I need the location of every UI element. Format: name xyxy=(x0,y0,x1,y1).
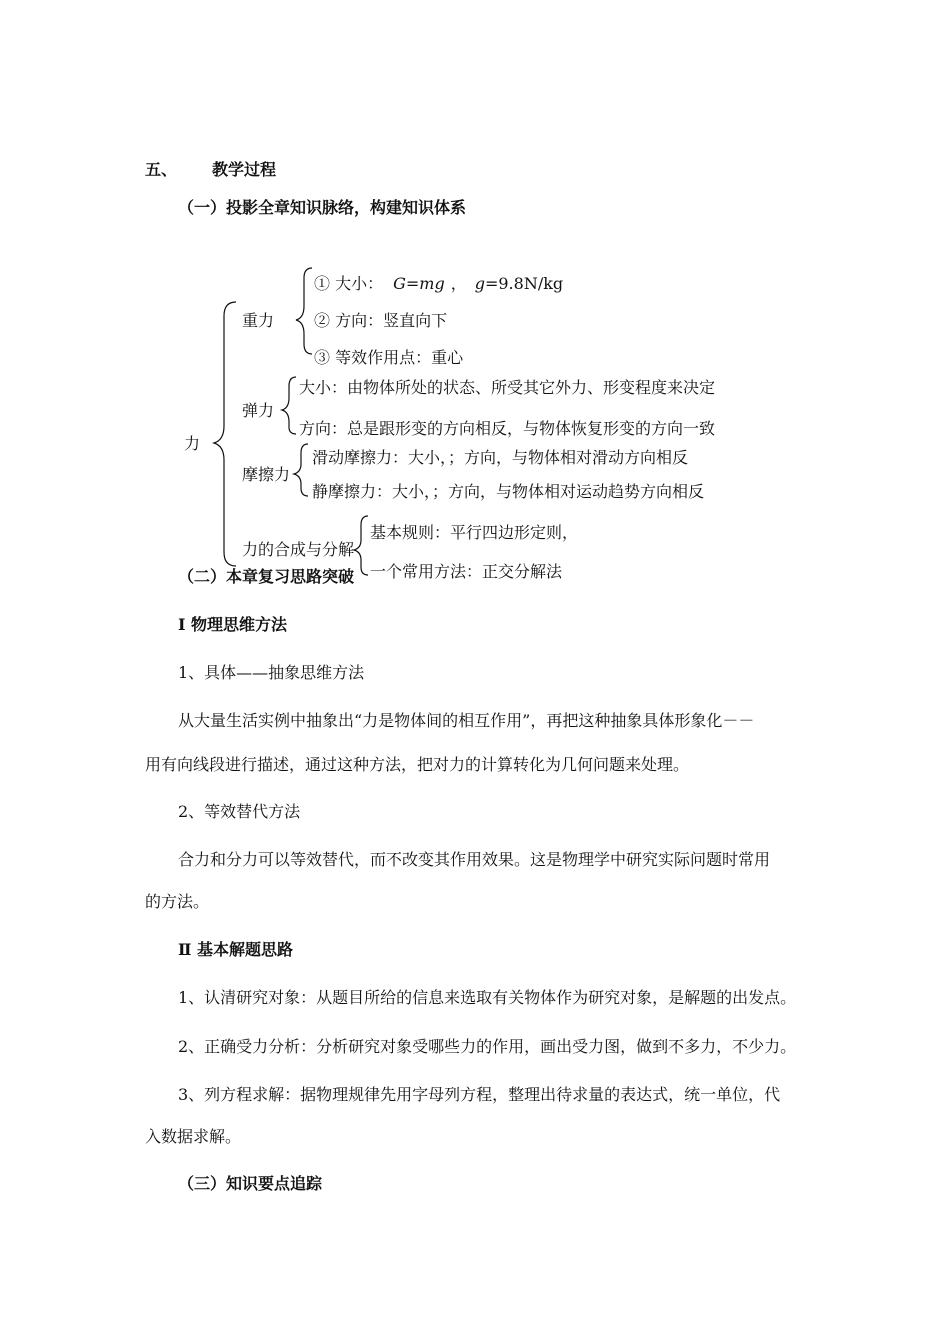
gravity-size-separator: ， xyxy=(450,274,467,293)
root-brace xyxy=(214,302,236,566)
solving-step3-line2: 入数据求解。 xyxy=(145,1127,242,1146)
gravity-g-symbol: g xyxy=(474,274,485,293)
thinking-methods-heading: Ⅰ 物理思维方法 xyxy=(178,615,288,634)
method1-text-line1: 从大量生活实例中抽象出“力是物体间的相互作用”，再把这种抽象具体形象化－－ xyxy=(178,711,755,730)
gravity-g-value: =9.8N/kg xyxy=(484,274,564,293)
composition-rule: 基本规则：平行四边形定则， xyxy=(370,523,579,542)
method2-text-line1: 合力和分力可以等效替代，而不改变其作用效果。这是物理学中研究实际问题时常用 xyxy=(178,850,771,869)
section-number: 五、 xyxy=(145,160,178,179)
composition-method: 一个常用方法：正交分解法 xyxy=(370,562,563,581)
friction-sliding: 滑动摩擦力：大小，；方向，与物体相对滑动方向相反 xyxy=(312,448,689,467)
solving-step2: 2、正确受力分析：分析研究对象受哪些力的作用，画出受力图，做到不多力，不少力。 xyxy=(178,1037,797,1056)
gravity-size-prefix: ① 大小： xyxy=(314,274,384,293)
part1-heading: （一）投影全章知识脉络，构建知识体系 xyxy=(178,198,467,217)
part2-heading: （二）本章复习思路突破 xyxy=(178,567,355,586)
gravity-brace xyxy=(296,268,312,354)
composition-brace xyxy=(354,516,368,575)
method2-text-line2: 的方法。 xyxy=(145,892,210,911)
elastic-brace xyxy=(282,377,296,434)
gravity-formula-lhs: G xyxy=(393,274,406,293)
gravity-size xyxy=(314,276,563,292)
method1-title: 1、具体——抽象思维方法 xyxy=(178,663,365,682)
part3-heading: （三）知识要点追踪 xyxy=(178,1174,323,1193)
elastic-direction: 方向：总是跟形变的方向相反，与物体恢复形变的方向一致 xyxy=(299,419,716,438)
gravity-direction: ② 方向：竖直向下 xyxy=(314,311,448,330)
tree-root-label: 力 xyxy=(184,434,201,453)
solving-step3-line1: 3、列方程求解：据物理规律先用字母列方程，整理出待求量的表达式，统一单位，代 xyxy=(178,1085,781,1104)
gravity-formula-eq: = xyxy=(405,274,420,293)
method1-text-line2: 用有向线段进行描述，通过这种方法，把对力的计算转化为几何问题来处理。 xyxy=(145,755,690,774)
section-title: 教学过程 xyxy=(212,160,277,179)
elastic-label: 弹力 xyxy=(242,401,275,420)
gravity-label: 重力 xyxy=(242,311,275,330)
composition-label: 力的合成与分解 xyxy=(242,540,355,559)
solving-step1: 1、认清研究对象：从题目所给的信息来选取有关物体作为研究对象，是解题的出发点。 xyxy=(178,988,797,1007)
elastic-size: 大小：由物体所处的状态、所受其它外力、形变程度来决定 xyxy=(299,378,716,397)
friction-brace xyxy=(294,444,308,496)
friction-static: 静摩擦力：大小，；方向，与物体相对运动趋势方向相反 xyxy=(312,482,705,501)
friction-label: 摩擦力 xyxy=(242,465,291,484)
method2-title: 2、等效替代方法 xyxy=(178,802,301,821)
gravity-formula-rhs: mg xyxy=(419,274,445,293)
gravity-point: ③ 等效作用点：重心 xyxy=(314,348,464,367)
problem-solving-heading: Ⅱ 基本解题思路 xyxy=(178,940,294,959)
